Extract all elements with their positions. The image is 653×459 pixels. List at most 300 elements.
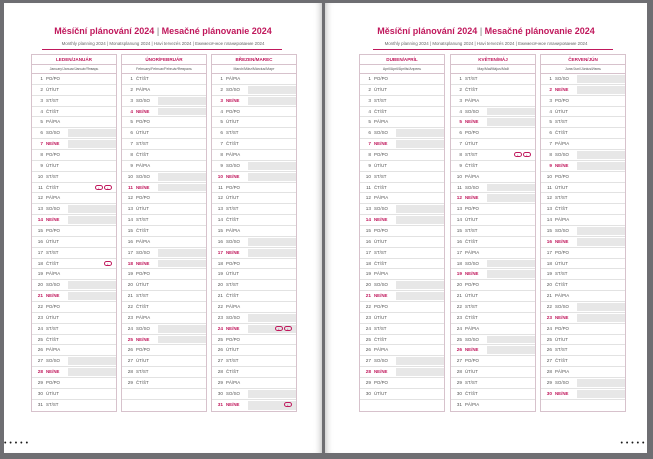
- day-row[interactable]: [122, 226, 206, 237]
- day-name: ÚT/UT: [374, 162, 387, 168]
- day-number: 19: [456, 271, 462, 277]
- day-row[interactable]: [32, 302, 116, 313]
- day-row[interactable]: [122, 313, 206, 324]
- day-row[interactable]: [541, 172, 625, 183]
- day-row[interactable]: [32, 248, 116, 259]
- day-row[interactable]: [541, 183, 625, 194]
- day-row[interactable]: [360, 291, 444, 302]
- day-number: 11: [218, 184, 223, 190]
- day-row[interactable]: [360, 313, 444, 324]
- day-name: SO/SO: [555, 304, 569, 310]
- day-name: ST/ST: [374, 173, 387, 179]
- day-row[interactable]: [122, 400, 206, 411]
- left-page: [4, 3, 322, 453]
- day-row[interactable]: [541, 226, 625, 237]
- day-name: SO/SO: [226, 162, 240, 168]
- day-row[interactable]: [212, 226, 296, 237]
- day-name: ÚT/UT: [226, 271, 239, 277]
- day-number: 24: [217, 325, 223, 331]
- day-row[interactable]: [451, 96, 535, 107]
- day-name: ÚT/UT: [136, 206, 149, 212]
- day-row[interactable]: [212, 215, 296, 226]
- day-number: 22: [365, 304, 371, 310]
- day-row[interactable]: [541, 345, 625, 356]
- day-number: 27: [127, 358, 133, 364]
- page-title: Měsíční plánování 2024 | Mesačné plánovanie 2024: [54, 26, 272, 36]
- day-number: 26: [456, 347, 462, 353]
- day-row[interactable]: [360, 183, 444, 194]
- day-row[interactable]: [212, 324, 296, 335]
- day-row[interactable]: [360, 204, 444, 215]
- day-row[interactable]: [541, 139, 625, 150]
- day-row[interactable]: [541, 204, 625, 215]
- weekend-shade: [158, 325, 206, 333]
- weekend-shade: [577, 303, 625, 311]
- day-row[interactable]: [122, 302, 206, 313]
- day-row[interactable]: [360, 335, 444, 346]
- day-row[interactable]: [451, 183, 535, 194]
- weekend-shade: [577, 314, 625, 322]
- day-number: 1: [220, 76, 223, 81]
- day-row[interactable]: [541, 215, 625, 226]
- day-row[interactable]: [360, 280, 444, 291]
- month-name: ÚNOR/FEBRUÁR: [122, 55, 206, 65]
- day-row[interactable]: [451, 400, 535, 411]
- day-row[interactable]: [360, 74, 444, 85]
- day-row[interactable]: [122, 389, 206, 400]
- day-row[interactable]: [32, 96, 116, 107]
- day-number: 24: [546, 325, 552, 331]
- day-number: 17: [37, 249, 43, 255]
- day-row[interactable]: [541, 248, 625, 259]
- day-row[interactable]: [32, 324, 116, 335]
- day-row[interactable]: [212, 183, 296, 194]
- day-row[interactable]: [32, 313, 116, 324]
- day-row[interactable]: [212, 291, 296, 302]
- day-row[interactable]: [360, 128, 444, 139]
- day-name: PO/PO: [374, 380, 388, 386]
- day-name: NE/NE: [465, 271, 479, 277]
- day-number: 13: [546, 206, 552, 212]
- day-row[interactable]: [212, 345, 296, 356]
- day-number: 3: [40, 97, 43, 103]
- day-row[interactable]: [360, 150, 444, 161]
- day-row[interactable]: [32, 161, 116, 172]
- day-row[interactable]: [122, 237, 206, 248]
- day-row[interactable]: [360, 193, 444, 204]
- day-row[interactable]: [451, 313, 535, 324]
- day-row[interactable]: [212, 237, 296, 248]
- day-number: 25: [127, 336, 133, 342]
- day-row[interactable]: [541, 107, 625, 118]
- weekend-shade: [577, 86, 625, 94]
- day-row[interactable]: [212, 193, 296, 204]
- day-row[interactable]: [360, 356, 444, 367]
- month-translations: January/Januar/Január/Январь: [32, 65, 116, 74]
- day-row[interactable]: [451, 139, 535, 150]
- day-name: PÁ/PIA: [226, 152, 241, 158]
- day-row[interactable]: [212, 313, 296, 324]
- day-row[interactable]: [32, 345, 116, 356]
- day-row[interactable]: [451, 356, 535, 367]
- day-row[interactable]: [212, 367, 296, 378]
- day-name: PÁ/PIA: [465, 325, 480, 331]
- day-name: NE/NE: [555, 390, 569, 396]
- day-row[interactable]: [32, 400, 116, 411]
- day-row[interactable]: [541, 117, 625, 128]
- day-row[interactable]: [32, 117, 116, 128]
- day-row[interactable]: [451, 291, 535, 302]
- weekend-shade: [577, 227, 625, 235]
- day-name: ČT/ŠT: [46, 336, 59, 342]
- day-name: SO/SO: [46, 206, 60, 212]
- day-number: 12: [365, 195, 371, 201]
- day-row[interactable]: [451, 345, 535, 356]
- day-row[interactable]: [541, 85, 625, 96]
- day-row[interactable]: [32, 259, 116, 270]
- day-row[interactable]: [32, 215, 116, 226]
- day-row[interactable]: [360, 389, 444, 400]
- day-row[interactable]: [360, 226, 444, 237]
- weekend-shade: [396, 129, 444, 137]
- day-number: 20: [217, 282, 223, 288]
- day-row[interactable]: [360, 85, 444, 96]
- day-row[interactable]: [451, 204, 535, 215]
- day-row[interactable]: [451, 389, 535, 400]
- day-row[interactable]: [212, 139, 296, 150]
- day-row[interactable]: [451, 259, 535, 270]
- day-row[interactable]: [122, 345, 206, 356]
- day-row[interactable]: [360, 107, 444, 118]
- day-row[interactable]: [122, 280, 206, 291]
- day-row[interactable]: [32, 85, 116, 96]
- day-row[interactable]: [122, 183, 206, 194]
- day-name: NE/NE: [555, 314, 569, 320]
- day-name: ST/ST: [555, 119, 568, 125]
- day-row[interactable]: [32, 128, 116, 139]
- weekend-shade: [396, 216, 444, 224]
- day-row[interactable]: [212, 128, 296, 139]
- day-row[interactable]: [541, 313, 625, 324]
- day-row[interactable]: [212, 161, 296, 172]
- day-row[interactable]: [541, 259, 625, 270]
- day-number: 3: [368, 97, 371, 103]
- day-row[interactable]: [451, 172, 535, 183]
- day-name: PO/PO: [46, 228, 60, 234]
- day-row[interactable]: [212, 117, 296, 128]
- day-row[interactable]: [541, 378, 625, 389]
- day-row[interactable]: [451, 74, 535, 85]
- day-row[interactable]: [541, 400, 625, 411]
- day-row[interactable]: [32, 237, 116, 248]
- day-name: SO/SO: [555, 152, 569, 158]
- day-row[interactable]: [122, 150, 206, 161]
- day-row[interactable]: [32, 269, 116, 280]
- day-number: 18: [546, 260, 552, 266]
- day-row[interactable]: [360, 269, 444, 280]
- day-row[interactable]: [360, 378, 444, 389]
- day-row[interactable]: [212, 302, 296, 313]
- day-number: 27: [217, 358, 223, 364]
- day-row[interactable]: [212, 335, 296, 346]
- day-row[interactable]: [122, 193, 206, 204]
- day-number: 29: [546, 380, 552, 386]
- day-number: 28: [365, 369, 371, 375]
- day-row[interactable]: [451, 324, 535, 335]
- day-name: PO/PO: [226, 184, 240, 190]
- day-number: 6: [368, 130, 371, 136]
- day-number: 21: [217, 293, 223, 299]
- day-row[interactable]: [32, 107, 116, 118]
- day-name: ČT/ŠT: [226, 141, 239, 147]
- day-row[interactable]: [541, 280, 625, 291]
- day-row[interactable]: [212, 85, 296, 96]
- day-row[interactable]: [122, 161, 206, 172]
- day-row[interactable]: [32, 150, 116, 161]
- day-number: 21: [546, 293, 552, 299]
- day-row[interactable]: [212, 74, 296, 85]
- day-row[interactable]: [122, 259, 206, 270]
- day-row[interactable]: [122, 356, 206, 367]
- day-row[interactable]: [541, 128, 625, 139]
- moon-phases: [284, 402, 292, 407]
- day-name: ČT/ŠT: [136, 304, 149, 310]
- day-row[interactable]: [451, 107, 535, 118]
- day-row[interactable]: [360, 215, 444, 226]
- day-row[interactable]: [122, 172, 206, 183]
- day-name: PO/PO: [555, 173, 569, 179]
- day-name: ST/ST: [226, 282, 239, 288]
- day-row[interactable]: [451, 193, 535, 204]
- day-name: PO/PO: [46, 380, 60, 386]
- day-row[interactable]: [451, 280, 535, 291]
- day-row[interactable]: [451, 85, 535, 96]
- day-number: 25: [217, 336, 223, 342]
- day-row[interactable]: [212, 378, 296, 389]
- day-row[interactable]: [212, 280, 296, 291]
- day-row[interactable]: [212, 356, 296, 367]
- day-row[interactable]: [541, 389, 625, 400]
- day-name: ÚT/UT: [136, 358, 149, 364]
- day-number: 22: [127, 304, 133, 310]
- day-row[interactable]: [32, 367, 116, 378]
- day-name: PO/PO: [374, 304, 388, 310]
- day-row[interactable]: [212, 389, 296, 400]
- month-translations: May/Mai/Május/Май: [451, 65, 535, 74]
- day-row[interactable]: [360, 161, 444, 172]
- day-row[interactable]: [451, 367, 535, 378]
- day-number: 13: [456, 206, 462, 212]
- day-row[interactable]: [360, 172, 444, 183]
- day-name: ČT/ŠT: [374, 184, 387, 190]
- day-row[interactable]: [32, 280, 116, 291]
- day-number: 24: [456, 325, 462, 331]
- month-translations: April/April/Április/Апрель: [360, 65, 444, 74]
- day-row[interactable]: [451, 302, 535, 313]
- day-row[interactable]: [541, 96, 625, 107]
- day-name: ÚT/UT: [46, 314, 59, 320]
- day-number: 29: [37, 380, 43, 386]
- day-number: 31: [37, 401, 43, 407]
- day-name: NE/NE: [374, 217, 388, 223]
- day-row[interactable]: [360, 324, 444, 335]
- day-number: 24: [127, 325, 133, 331]
- day-row[interactable]: [122, 291, 206, 302]
- day-row[interactable]: [212, 204, 296, 215]
- day-row[interactable]: [541, 356, 625, 367]
- day-row[interactable]: [451, 161, 535, 172]
- day-row[interactable]: [360, 259, 444, 270]
- weekend-shade: [487, 184, 535, 192]
- day-number: 3: [459, 97, 462, 103]
- day-name: ČT/ŠT: [226, 217, 239, 223]
- day-number: 17: [546, 249, 552, 255]
- day-row[interactable]: [32, 193, 116, 204]
- day-row[interactable]: [212, 248, 296, 259]
- day-number: 9: [40, 162, 43, 168]
- day-name: PÁ/PIA: [465, 401, 480, 407]
- day-row[interactable]: [122, 85, 206, 96]
- day-name: ČT/ŠT: [465, 238, 478, 244]
- day-row[interactable]: [122, 204, 206, 215]
- day-name: ÚT/UT: [374, 86, 387, 92]
- weekend-shade: [158, 97, 206, 105]
- day-row[interactable]: [122, 117, 206, 128]
- day-row[interactable]: [360, 367, 444, 378]
- day-name: SO/SO: [226, 238, 240, 244]
- day-row[interactable]: [360, 96, 444, 107]
- day-row[interactable]: [32, 335, 116, 346]
- day-row[interactable]: [360, 400, 444, 411]
- day-row[interactable]: [360, 302, 444, 313]
- weekend-shade: [158, 249, 206, 257]
- day-row[interactable]: [541, 193, 625, 204]
- day-number: 30: [37, 390, 43, 396]
- day-number: 2: [130, 86, 133, 92]
- day-row[interactable]: [360, 345, 444, 356]
- day-row[interactable]: [122, 96, 206, 107]
- day-row[interactable]: [32, 378, 116, 389]
- day-number: 9: [549, 162, 552, 168]
- day-row[interactable]: [122, 324, 206, 335]
- day-row[interactable]: [360, 248, 444, 259]
- day-name: ST/ST: [374, 249, 387, 255]
- day-row[interactable]: [360, 237, 444, 248]
- day-row[interactable]: [541, 324, 625, 335]
- day-row[interactable]: [541, 335, 625, 346]
- day-number: 16: [127, 238, 133, 244]
- day-row[interactable]: [212, 150, 296, 161]
- day-name: SO/SO: [555, 380, 569, 386]
- day-row[interactable]: [32, 172, 116, 183]
- day-row[interactable]: [451, 128, 535, 139]
- weekend-shade: [577, 75, 625, 83]
- day-row[interactable]: [122, 335, 206, 346]
- day-name: ST/ST: [465, 152, 478, 158]
- day-row[interactable]: [122, 139, 206, 150]
- day-name: ČT/ŠT: [555, 206, 568, 212]
- day-row[interactable]: [451, 335, 535, 346]
- day-name: ÚT/UT: [226, 119, 239, 125]
- day-row[interactable]: [32, 356, 116, 367]
- day-row[interactable]: [212, 172, 296, 183]
- day-row[interactable]: [32, 139, 116, 150]
- day-row[interactable]: [541, 291, 625, 302]
- day-row[interactable]: [122, 367, 206, 378]
- day-row[interactable]: [451, 117, 535, 128]
- day-row[interactable]: [541, 269, 625, 280]
- day-name: ÚT/UT: [136, 282, 149, 288]
- day-number: 18: [127, 260, 133, 266]
- day-row[interactable]: [451, 226, 535, 237]
- day-row[interactable]: [212, 269, 296, 280]
- day-name: ČT/ŠT: [465, 86, 478, 92]
- day-row[interactable]: [360, 139, 444, 150]
- day-row[interactable]: [541, 150, 625, 161]
- day-row[interactable]: [32, 183, 116, 194]
- day-number: 21: [37, 293, 43, 299]
- day-row[interactable]: [122, 107, 206, 118]
- day-row[interactable]: [360, 117, 444, 128]
- day-row[interactable]: [451, 237, 535, 248]
- day-row[interactable]: [122, 215, 206, 226]
- day-row[interactable]: [32, 291, 116, 302]
- day-row[interactable]: [541, 302, 625, 313]
- weekend-shade: [68, 205, 116, 213]
- day-row[interactable]: [451, 378, 535, 389]
- day-number: 23: [217, 314, 223, 320]
- day-name: SO/SO: [136, 249, 150, 255]
- day-row[interactable]: [212, 259, 296, 270]
- day-row[interactable]: [212, 400, 296, 411]
- day-name: ÚT/UT: [226, 195, 239, 201]
- day-row[interactable]: [541, 367, 625, 378]
- day-row[interactable]: [541, 237, 625, 248]
- day-row[interactable]: [32, 389, 116, 400]
- day-number: 9: [459, 162, 462, 168]
- day-number: 4: [459, 108, 462, 114]
- day-number: 15: [37, 228, 43, 234]
- day-name: PO/PO: [46, 76, 60, 81]
- day-number: 6: [459, 130, 462, 136]
- day-row[interactable]: [541, 161, 625, 172]
- day-row[interactable]: [32, 226, 116, 237]
- day-row[interactable]: [451, 269, 535, 280]
- day-row[interactable]: [32, 74, 116, 85]
- day-row[interactable]: [451, 248, 535, 259]
- day-row[interactable]: [122, 248, 206, 259]
- day-row[interactable]: [451, 150, 535, 161]
- day-number: 5: [459, 119, 462, 125]
- day-row[interactable]: [122, 74, 206, 85]
- day-number: 27: [456, 358, 462, 364]
- day-row[interactable]: [541, 74, 625, 85]
- day-row[interactable]: [122, 128, 206, 139]
- day-number: 14: [217, 217, 223, 223]
- day-name: NE/NE: [136, 260, 150, 266]
- day-row[interactable]: [122, 269, 206, 280]
- day-row[interactable]: [451, 215, 535, 226]
- day-number: 30: [217, 390, 223, 396]
- day-row[interactable]: [32, 204, 116, 215]
- day-row[interactable]: [212, 96, 296, 107]
- day-number: 22: [456, 304, 462, 310]
- weekend-shade: [577, 151, 625, 159]
- day-row[interactable]: [212, 107, 296, 118]
- right-page: [325, 3, 647, 453]
- day-row[interactable]: [122, 378, 206, 389]
- day-number: 16: [365, 238, 371, 244]
